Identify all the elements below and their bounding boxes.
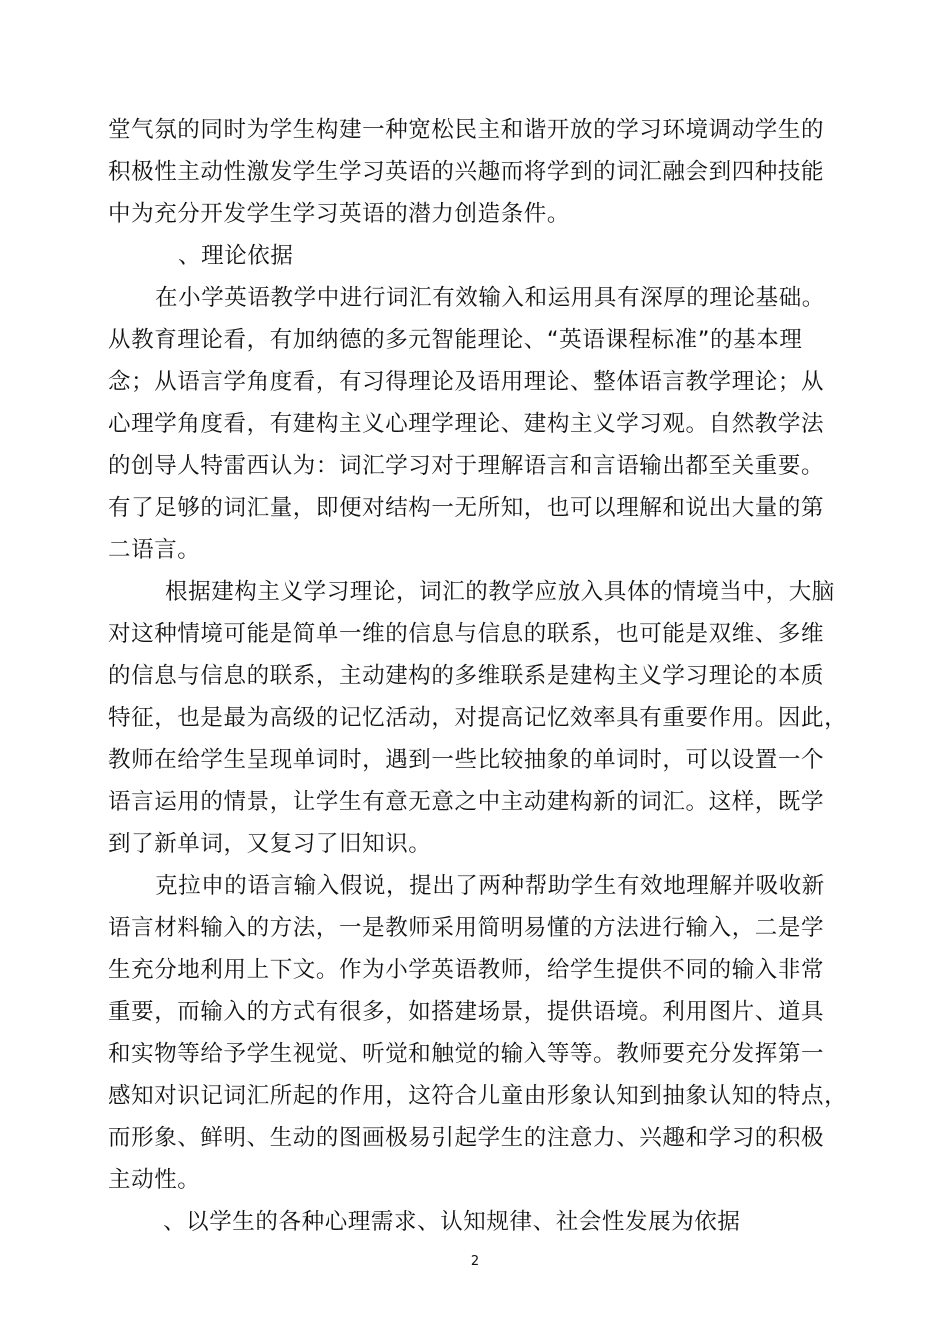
text-line: 主动性。: [108, 1167, 201, 1193]
text-line: 根据建构主义学习理论，词汇的教学应放入具体的情境当中，大脑: [165, 579, 835, 605]
text-line: 在小学英语教学中进行词汇有效输入和运用具有深厚的理论基础。: [155, 285, 825, 311]
text-line: 中为充分开发学生学习英语的潜力创造条件。: [108, 201, 571, 227]
text-line: 从教育理论看，有加纳德的多元智能理论、“英语课程标准”的基本理: [108, 327, 803, 353]
text-line: 生充分地利用上下文。作为小学英语教师，给学生提供不同的输入非常: [108, 957, 825, 983]
text-line: 和实物等给予学生视觉、听觉和触觉的输入等等。教师要充分发挥第一: [108, 1041, 825, 1067]
text-line: 而形象、鲜明、生动的图画极易引起学生的注意力、兴趣和学习的积极: [108, 1125, 825, 1151]
text-line: 的信息与信息的联系，主动建构的多维联系是建构主义学习理论的本质: [108, 663, 825, 689]
page-number: 2: [470, 1254, 480, 1269]
text-line: 的创导人特雷西认为：词汇学习对于理解语言和言语输出都至关重要。: [108, 453, 825, 479]
text-line: 重要，而输入的方式有很多，如搭建场景，提供语境。利用图片、道具: [108, 999, 825, 1025]
text-line: 到了新单词，又复习了旧知识。: [108, 831, 432, 857]
section-heading: 、以学生的各种心理需求、认知规律、社会性发展为依据: [163, 1209, 741, 1235]
text-line: 二语言。: [108, 537, 201, 563]
text-line: 心理学角度看，有建构主义心理学理论、建构主义学习观。自然教学法: [108, 411, 825, 437]
text-line: 对这种情境可能是简单一维的信息与信息的联系，也可能是双维、多维: [108, 621, 825, 647]
text-line: 克拉申的语言输入假说，提出了两种帮助学生有效地理解并吸收新: [155, 873, 825, 899]
text-line: 教师在给学生呈现单词时，遇到一些比较抽象的单词时，可以设置一个: [108, 747, 825, 773]
text-line: 语言材料输入的方法，一是教师采用简明易懂的方法进行输入，二是学: [108, 915, 825, 941]
text-line: 特征，也是最为高级的记忆活动，对提高记忆效率具有重要作用。因此，: [108, 705, 848, 731]
text-line: 积极性主动性激发学生学习英语的兴趣而将学到的词汇融会到四种技能: [108, 159, 825, 185]
text-line: 堂气氛的同时为学生构建一种宽松民主和谐开放的学习环境调动学生的: [108, 117, 825, 143]
section-heading: 、理论依据: [178, 243, 294, 269]
text-line: 有了足够的词汇量，即便对结构一无所知，也可以理解和说出大量的第: [108, 495, 825, 521]
text-line: 感知对识记词汇所起的作用，这符合儿童由形象认知到抽象认知的特点，: [108, 1083, 848, 1109]
text-line: 念；从语言学角度看，有习得理论及语用理论、整体语言教学理论；从: [108, 369, 825, 395]
text-line: 语言运用的情景，让学生有意无意之中主动建构新的词汇。这样，既学: [108, 789, 825, 815]
